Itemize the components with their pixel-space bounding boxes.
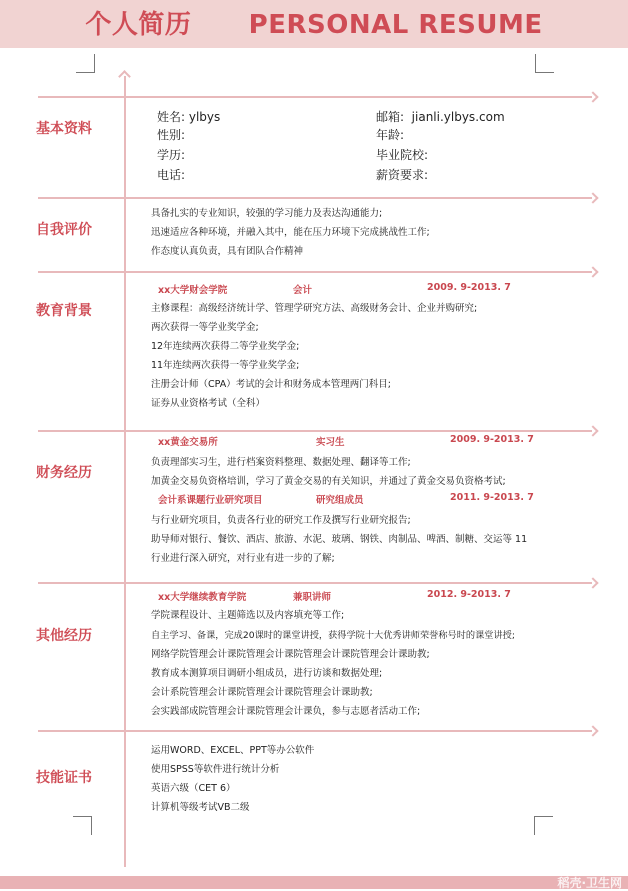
other-line: 网络学院管理会计课院管理会计课院管理会计课院管理会计课助教; [151,649,430,660]
education-field: 学历: [157,148,186,162]
arrow-right-icon [587,725,598,736]
other-org: xx大学继续教育学院 [158,592,247,603]
edu-line: 注册会计师（CPA）考试的会计和财务成本管理两门科目; [151,379,391,390]
section-title-other: 其他经历 [36,628,92,644]
corner-mark-bottom-right [534,816,553,835]
edu-major: 会计 [293,285,313,296]
divider-line [38,96,592,98]
page-title: 个人简历 PERSONAL RESUME [85,10,543,40]
arrow-right-icon [587,266,598,277]
self-line: 作态度认真负责，具有团队合作精神 [151,246,304,257]
section-title-finance: 财务经历 [36,465,92,481]
age-field: 年龄: [376,128,405,142]
self-line: 具备扎实的专业知识，较强的学习能力及表达沟通能力; [151,208,383,219]
skill-line: 运用WORD、EXCEL、PPT等办公软件 [151,745,315,756]
divider-line [38,197,592,199]
school-field: 毕业院校: [376,148,429,162]
divider-line [38,271,592,273]
finance-role-1: 实习生 [316,437,345,448]
edu-line: 11年连续两次获得一等学业奖学金; [151,360,300,371]
skill-line: 英语六级（CET 6） [151,783,236,794]
timeline-arrow-up-icon [118,70,131,83]
footer-band [0,876,628,889]
edu-line: 主修课程：高级经济统计学、管理学研究方法、高级财务会计、企业并购研究; [151,303,478,314]
section-title-self: 自我评价 [36,222,92,238]
other-role: 兼职讲师 [293,592,332,603]
edu-school: xx大学财会学院 [158,285,228,296]
gender-field: 性别: [157,128,186,142]
finance-period-2: 2011. 9-2013. 7 [450,492,534,503]
finance-role-2: 研究组成员 [316,495,364,506]
finance-line: 负责理部实习生，进行档案资料整理、数据处理、翻译等工作; [151,457,411,468]
name-field: 姓名: ylbys [157,110,221,124]
arrow-right-icon [587,425,598,436]
finance-period-1: 2009. 9-2013. 7 [450,434,534,445]
other-line: 会实践部成院管理会计课院管理会计课负，参与志愿者活动工作; [151,706,421,717]
edu-line: 两次获得一等学业奖学金; [151,322,259,333]
section-title-skills: 技能证书 [36,770,92,786]
divider-line [38,582,592,584]
skill-line: 计算机等级考试VB二级 [151,802,250,813]
finance-org-1: xx黄金交易所 [158,437,218,448]
other-period: 2012. 9-2013. 7 [427,589,511,600]
arrow-right-icon [587,577,598,588]
other-line: 学院课程设计、主题筛选以及内容填充等工作; [151,610,345,621]
finance-org-2: 会计系课题行业研究项目 [158,495,263,506]
email-field: 邮箱: jianli.ylbys.com [376,110,505,124]
arrow-right-icon [587,192,598,203]
other-line: 会计系院管理会计课院管理会计课院管理会计课助教; [151,687,373,698]
self-line: 迅速适应各种环境，并融入其中，能在压力环境下完成挑战性工作; [151,227,430,238]
finance-line: 加黄金交易负资格培训，学习了黄金交易的有关知识，并通过了黄金交易负资格考试; [151,476,506,487]
section-title-basic: 基本资料 [36,121,92,137]
corner-mark-top-right [535,54,554,73]
finance-line: 与行业研究项目，负责各行业的研究工作及撰写行业研究报告; [151,515,411,526]
divider-line [38,430,592,432]
skill-line: 使用SPSS等软件进行统计分析 [151,764,280,775]
other-line: 自主学习、备课，完成20课时的课堂讲授，获得学院十大优秀讲师荣誉称号时的课堂讲授; [151,630,515,641]
corner-mark-top-left [76,54,95,73]
phone-field: 电话: [157,168,186,182]
salary-field: 薪资要求: [376,168,429,182]
edu-line: 12年连续两次获得二等学业奖学金; [151,341,300,352]
finance-line: 行业进行深入研究，对行业有进一步的了解; [151,553,335,564]
edu-period: 2009. 9-2013. 7 [427,282,511,293]
arrow-right-icon [587,91,598,102]
other-line: 教育成本测算项目调研小组成员，进行访谈和数据处理; [151,668,383,679]
finance-line: 助导师对银行、餐饮、酒店、旅游、水泥、玻璃、钢铁、肉制品、啤酒、制糖、交运等 11 [151,534,528,545]
corner-mark-bottom-left [73,816,92,835]
section-title-education: 教育背景 [36,303,92,319]
edu-line: 证券从业资格考试（全科） [151,398,266,409]
watermark-logo: 稻壳·卫生网 [557,876,622,890]
divider-line [38,730,592,732]
